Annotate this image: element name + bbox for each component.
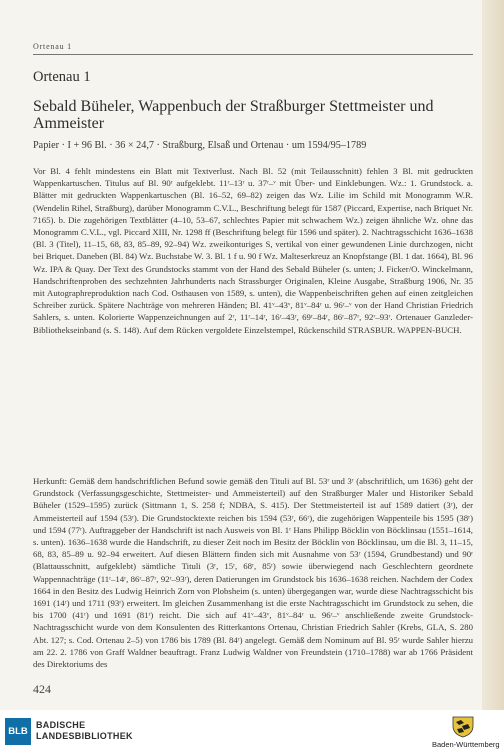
description-paragraph: Vor Bl. 4 fehlt mindestens ein Blatt mit Textverlust. Nach Bl. 52 (mit Teilausschnitt) fehlen 3 Bl. mit gedruckten Wappenkartuschen. Titulus auf Bl. 90ʳ aufgeklebt. 11ʳ–13ʳ u. 37ʳ–ᵛ mit Über- und Einklebungen. Wz.: 1. Grundstock. a. Blätter mit gedruckten Wappenkartuschen (Bl. 16–52, 69–82) zeigen das Wz. Lilie im Schild mit Monogramm W.R. (Wendelin Rihel, Straßburg), darüber Monogramm C.V.L., Beschriftung belegt für 1587 (Piccard, Expertise, nach Briquet Nr. 7165). b. Die zugehörigen Textblätter (4–10, 53–67, schlechtes Papier mit schwachem Wz.) zeigen ähnliche Wz. ohne das Monogramm C.V.L., vgl. Piccard XIII, Nr. 1298 ff (Beschriftung belegt für 1596 und später). 2. Nachtragsschicht 1636–1638 (Bl. 3 (Titel), 11–15, 68, 83, 85–89, 92–94) Wz. zweikonturiges S, vertikal von einer gewundenen Linie durchzogen, nicht bei Briquet. Daneben (Bl. 84) Wz. Buchstabe W. 3. Bl. 1 f u. 90 f Wz. Malteserkreuz an Knopfstange (Bl. 1 dat. 1664), Bl. 96 Wz. IPA & Quay. Der Text des Grundstocks stammt von der Hand des Sebald Büheler (s. unten; J. Ficker/O. Winckelmann, Handschriftenproben des sechzehnten Jahrhunderts nach Strassburger Originalen, Kleine Ausgabe, Straßburg 1906, Nr. 35 mit Autographreproduktion nach Cod. Osthausen von 1589, s. unten), die Wappenbeischriften gehen auf einen zeitgleichen Schreiber zurück. Spätere Nachträge von mehreren Händen; Bl. 41ᵛ–43ᵛ, 81ᵛ–84ʳ u. 96ʳ–ᵛ von der Hand Christian Friedrich Sahlers, s. unten. Kolorierte Wappenzeichnungen auf 2ʳ, 11ʳ–14ʳ, 16ʳ–43ʳ, 69ʳ–84ʳ, 86ʳ–87ʳ, 92ʳ–93ʳ. Ortenauer Ganzleder-Bibliothekseinband (s. S. 148). Auf dem Rücken vergoldete Einzelstempel, Rückenschild STRASBUR. WAPPEN-BUCH. [33,166,473,335]
baden-wuerttemberg-crest-icon [450,714,476,738]
library-name-line-2: LANDESBIBLIOTHEK [36,731,133,741]
blb-logo-icon[interactable]: BLB [5,718,31,745]
footer-bar [0,710,504,753]
state-name: Baden-Württemberg [432,740,500,749]
library-name-line-1: BADISCHE [36,720,86,730]
running-head: Ortenau 1 [33,42,72,51]
library-name[interactable] [36,720,133,742]
header-rule [33,54,473,55]
adjacent-page-edge [482,0,504,710]
codex-meta-line: Papier · I + 96 Bl. · 36 × 24,7 · Straßburg, Elsaß und Ortenau · um 1594/95–1789 [33,140,367,151]
provenance-paragraph: Herkunft: Gemäß dem handschriftlichen Befund sowie gemäß den Tituli auf Bl. 53ʳ und 3ʳ (abschriftlich, um 1636) geht der Grundstock (Verfassungsgeschichte, Stettmeister- und Ammeisterteil) auf den Straßburger Maler und Historiker Sebald Büheler (1529–1595) zurück (Sittmann 1, S. 258 f; NDBA, S. 415). Der Stettmeisterteil ist auf 1589 datiert (3ʳ), der Ammeisterteil auf 1594 (53ʳ). Die Grundstocktexte reichen bis 1594 (53ʳ, 66ʳ), die zugehörigen Wappenteile bis 1595 (38ʳ) und 1594 (77ʳ). Auftraggeber der Handschrift ist nach Ausweis von Bl. 1ʳ Hans Philipp Böcklin von Böcklinsau (1551–1614, s. unten). 1636–1638 wurde die Handschrift, zu dieser Zeit noch im Besitz der Böcklin von Böcklinsau, um die Bl. 3, 11–15, 68, 83, 85–89 u. 92–94 erweitert. Auf diesen Blättern finden sich mit Ausnahme von 53ʳ (1594, Grundbestand) und 90ʳ (Blattausschnitt, aufgeklebt) sämtliche Tituli (3ʳ, 15ʳ, 68ʳ, 85ʳ) sowie überwiegend nach Geschlechtern geordnete Wappennachträge (11ʳ–14ʳ, 86ʳ–87ʳ, 92ʳ–93ʳ), deren Datierungen im Grundstock bis 1636–1638 reichen. Nachdem der Codex 1664 in den Besitz des Ludwig Heinrich Zorn von Plobsheim (s. unten) übergegangen war, wurde diese Nachtragsschicht bis 1691 (14ʳ) und 1711 (93ʳ) erweitert. Im gleichen Zusammenhang ist die erste Nachtragsschicht im Grundstock zu sehen, die bis 1700 (41ʳ) und 1691 (81ʳ) reicht. Die sich auf 41ᵛ–43ᵛ, 81ᵛ–84ʳ u. 96ʳ–ᵛ anschließende zweite Grundstock-Nachtragsschicht wurde von dem Konsulenten des Ritterkantons Ortenau, Christian Friedrich Sahler (Krebs, GLA, S. 280 Abt. 127; s. Cod. Ortenau 2–5) von 1786 bis 1789 (Bl. 84ʳ) angelegt. Gemäß dem Nominum auf Bl. 95ʳ wurde Sahler hierzu am 22. 2. 1786 von Graff Waldner beauftragt. Franz Ludwig Waldner von Freundstein (1710–1788) war ab 1766 Präsident des Direktoriums des [33,476,473,670]
page-number: 424 [33,682,51,696]
section-title: Ortenau 1 [33,69,91,85]
document-title: Sebald Büheler, Wappenbuch der Straßburger Stettmeister und Ammeister [33,98,434,132]
